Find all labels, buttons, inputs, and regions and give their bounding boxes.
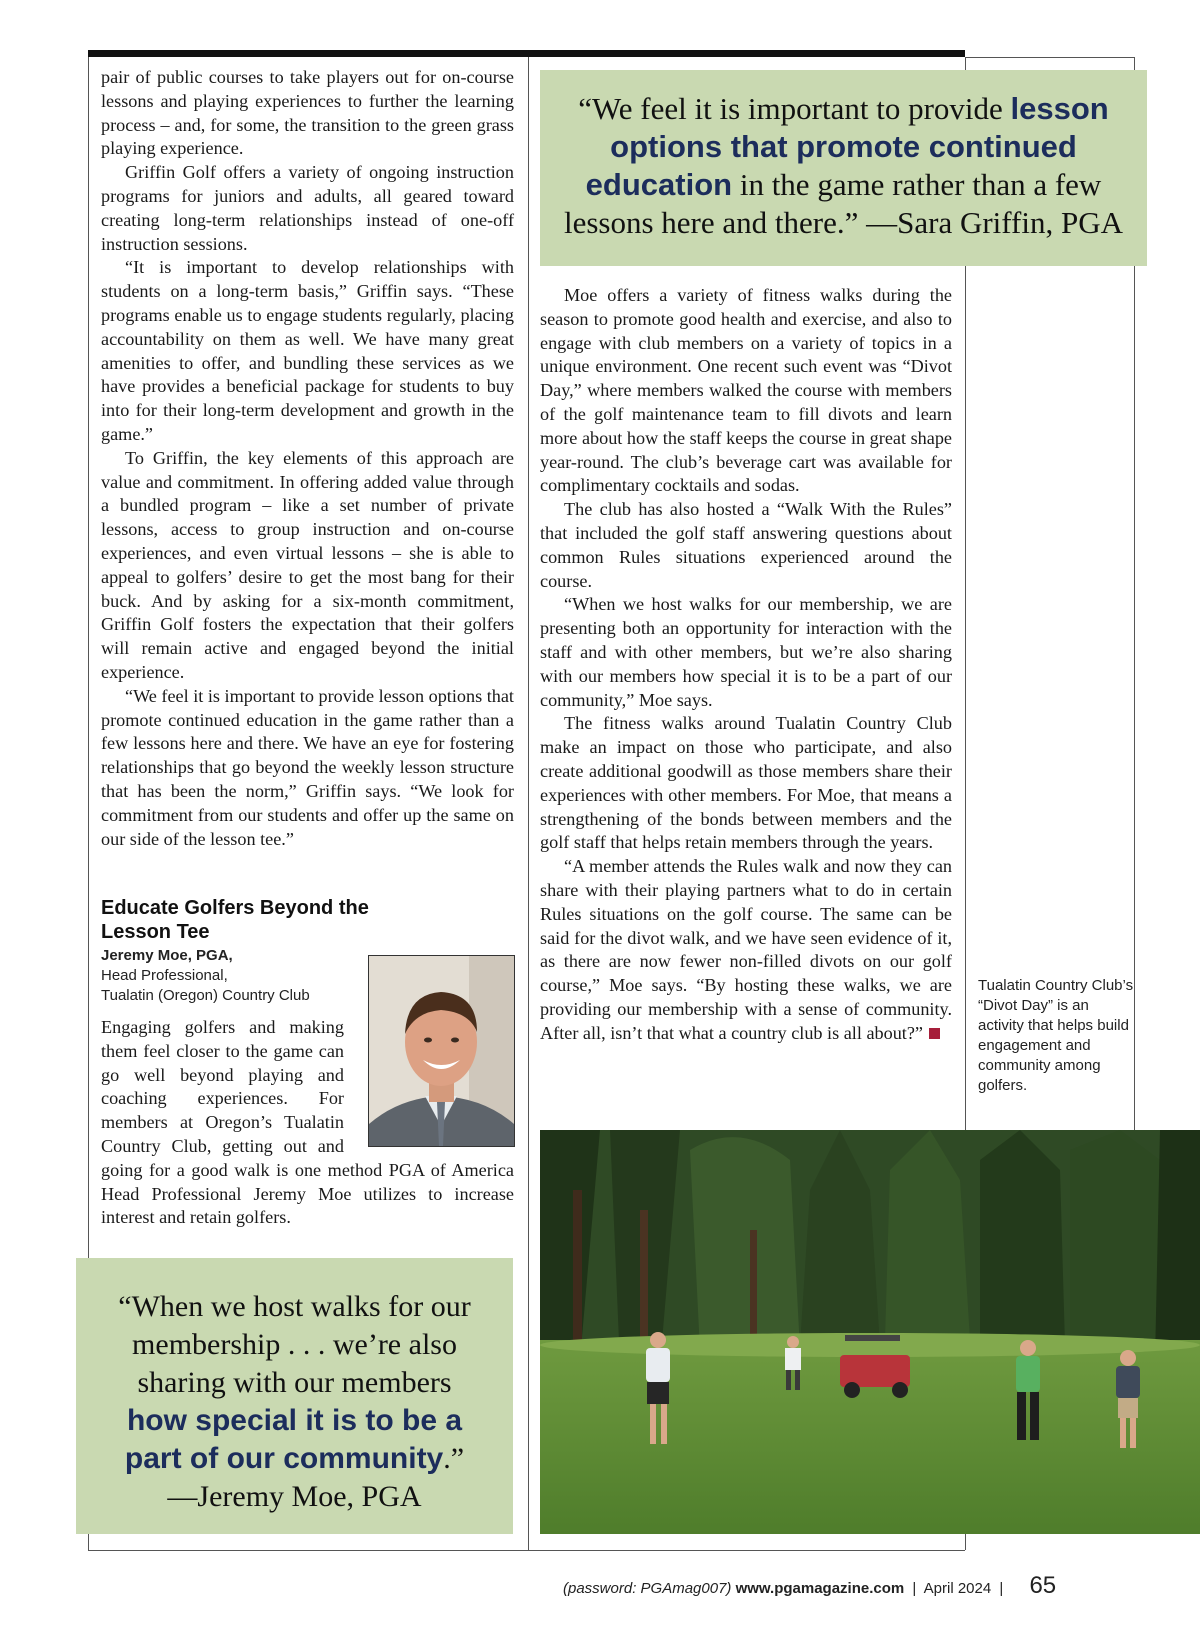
right-paragraph: The club has also hosted a “Walk With the Rules” that included the golf staff answering questions about common Rules situations experienced around the course. <box>540 499 952 591</box>
footer-separator: | <box>912 1580 917 1597</box>
footer-issue: April 2024 <box>923 1580 992 1597</box>
section-heading: Educate Golfers Beyond the Lesson Tee <box>101 897 369 943</box>
right-paragraph: “When we host walks for our membership, we are presenting both an opportunity for interaction with the staff and with other members, but we’re also sharing with our members how special it is to be a part of our community,” Moe says. <box>540 594 952 710</box>
pullquote-highlight: lesson options that promote continued education <box>585 91 1109 202</box>
top-pullquote <box>540 70 1147 266</box>
left-paragraph: pair of public courses to take players out for on-course lessons and playing experiences to further the learning process – and, for some, the transition to the green grass playing experience. <box>101 67 514 159</box>
pullquote-attribution: —Jeremy Moe, PGA <box>167 1480 422 1513</box>
top-rule <box>88 50 965 57</box>
footer-website[interactable]: www.pgamagazine.com <box>735 1580 905 1597</box>
right-column-text <box>540 284 952 1046</box>
photo-caption: Tualatin Country Club’s “Divot Day” is an activity that helps build engagement and community among golfers. <box>978 977 1134 1094</box>
pullquote-text-end: in the game rather than a few lessons here and there.” <box>563 167 1102 240</box>
left-paragraph: Griffin Golf offers a variety of ongoing instruction programs for juniors and adults, all geared toward creating long-term relationships instead of one-off instruction sessions. <box>101 162 514 254</box>
frame-column-divider <box>528 57 529 1550</box>
section-paragraph-text: Engaging golfers and making them feel closer to the game can go well beyond playing and coaching experiences. For members at Oregon’s Tualatin Country Club, getting out and going for a good walk is one method PGA of America Head Professional Jeremy Moe utilizes to increase interest and retain golfers. <box>101 1017 514 1228</box>
left-paragraph: “We feel it is important to provide lesson options that promote continued education in the game rather than a few lessons here and there. We have an eye for fostering relationships that go beyond the weekly lesson structure that has been the norm,” Griffin says. “We look for commitment from our students and offer up the same on our side of the lesson tee.” <box>101 685 514 849</box>
bottom-pullquote <box>76 1258 513 1534</box>
footer-password: (password: PGAmag007) <box>563 1580 732 1597</box>
section-paragraph <box>101 1016 514 1230</box>
byline-name: Jeremy Moe, PGA, <box>101 947 233 964</box>
pullquote-text: “We feel it is important to provide <box>578 91 1011 126</box>
golf-course-scene <box>540 1130 1200 1534</box>
page-number: 65 <box>1029 1572 1057 1599</box>
frame-top-right <box>965 57 1135 58</box>
left-paragraph: To Griffin, the key elements of this approach are value and commitment. In offering added value through a bundled program – like a set number of private lessons, access to group instruction and on-course experiences, and even virtual lessons – she is able to appeal to golfers’ desire to get the most bang for their buck. And by asking for a six-month commitment, Griffin Golf fosters the expectation that their golfers will remain active and engaged beyond the initial experience. <box>101 447 514 682</box>
divot-day-photo <box>540 1130 1200 1534</box>
byline-title: Head Professional, <box>101 967 228 984</box>
footer-separator: | <box>999 1580 1004 1597</box>
right-paragraph-final <box>540 855 952 1045</box>
left-paragraph: “It is important to develop relationships with students on a long-term basis,” Griffin says. “These programs enable us to engage students regularly, placing accountability on them as well. We have many great amenities to offer, and bundling these services as we have provides a beneficial package for students to buy into for their long-term development and growth in the game.” <box>101 257 514 444</box>
left-column-text <box>101 66 514 851</box>
frame-bottom <box>88 1550 965 1551</box>
pullquote-highlight: how special it is to be a part of our community <box>124 1404 463 1475</box>
pullquote-text: “When we host walks for our membership . . . we’re also sharing with our members <box>118 1290 471 1399</box>
final-paragraph-text: “A member attends the Rules walk and now they can share with their playing partners what to do in certain Rules situations on the golf course. The same can be said for the divot walk, and we have seen evidence of it, as there are now fewer non-filled divots on our golf course,” Moe says. “By hosting these walks, we are providing our membership with a sense of community. After all, isn’t that what a country club is all about?” <box>540 856 952 1043</box>
byline-club: Tualatin (Oregon) Country Club <box>101 987 310 1004</box>
right-paragraph: The fitness walks around Tualatin Country Club make an impact on those who participate, and also create additional goodwill as those members share their experiences with other members. For Moe, that means a strengthening of the bonds between members and the golf staff that helps retain members through the years. <box>540 713 952 853</box>
page-footer <box>563 1572 1183 1600</box>
end-of-article-mark <box>929 1028 940 1039</box>
right-paragraph: Moe offers a variety of fitness walks during the season to promote good health and exercise, and also to engage with club members on a variety of topics in a unique environment. One recent such event was “Divot Day,” where members walked the course with members of the golf maintenance team to fill divots and learn more about how the staff keeps the course in great shape year-round. The club’s beverage cart was available for complimentary cocktails and sodas. <box>540 285 952 496</box>
pullquote-attribution: —Sara Griffin, PGA <box>858 205 1123 240</box>
byline <box>101 946 366 1006</box>
pullquote-text-end: .” <box>443 1442 465 1475</box>
